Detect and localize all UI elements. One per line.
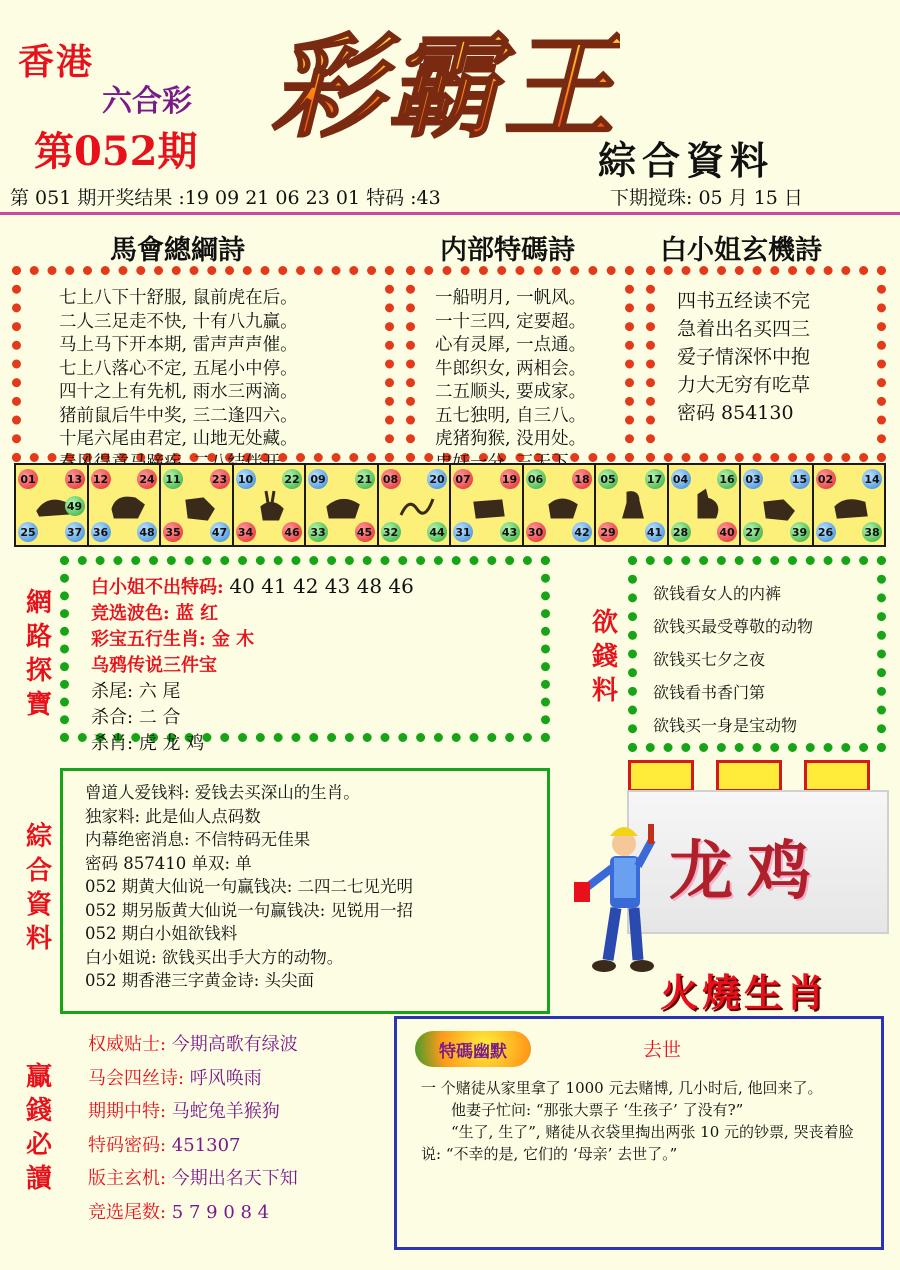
vertical-label-char: 資 xyxy=(25,890,52,920)
must-read-label xyxy=(22,1060,56,1196)
number-ball: 33 xyxy=(308,522,328,542)
number-ball: 14 xyxy=(862,469,882,489)
humor-p1: 一 个赌徒从家里拿了 1000 元去赌博, 几小时后, 他回来了。 xyxy=(421,1079,823,1097)
must-read-row xyxy=(88,1196,388,1230)
main-title-text: 彩霸王 xyxy=(271,22,619,153)
pig2-icon xyxy=(832,487,872,523)
poem-line: 四十之上有先机, 雨水三两滴。 xyxy=(59,382,298,402)
treasure-v1: 40 41 42 43 48 46 xyxy=(229,574,414,598)
general-lines xyxy=(85,781,547,993)
goat-icon xyxy=(542,487,582,523)
general-line: 052 期黄大仙说一句赢钱决: 二四二七见光明 xyxy=(85,877,414,896)
brand-marksix: 六合彩 xyxy=(102,84,192,119)
must-read-key: 马会四丝诗: xyxy=(88,1067,185,1089)
last-draw-result: 第 051 期开奖结果 :19 09 21 06 23 01 特码 :43 xyxy=(10,187,441,209)
poem-line: 急着出名买四三 xyxy=(677,318,811,340)
vertical-label-char: 綜 xyxy=(25,822,52,852)
zodiac-cell xyxy=(161,465,232,545)
number-ball: 18 xyxy=(572,469,592,489)
number-ball: 08 xyxy=(381,469,401,489)
poem-line: 猪前鼠后牛中奖, 三二逢四六。 xyxy=(59,405,298,426)
money-line: 欲钱买最受尊敬的动物 xyxy=(653,617,814,636)
poem-line: 马上马下开本期, 雷声声声催。 xyxy=(59,335,298,355)
number-ball: 37 xyxy=(65,522,85,542)
poem-line: 爱子情深怀中抱 xyxy=(677,346,811,368)
treasure-l6: 杀合: 二 合 xyxy=(91,707,181,728)
number-ball: 35 xyxy=(163,522,183,542)
number-ball: 39 xyxy=(790,522,810,542)
poem-line: 五七独明, 自三八。 xyxy=(435,405,587,426)
poem-line: 密码 854130 xyxy=(677,402,794,424)
number-ball: 36 xyxy=(91,522,111,542)
horse-poem-title: 馬會總綱詩 xyxy=(110,235,245,266)
poem-line: 一十三四, 定要超。 xyxy=(435,311,587,332)
number-ball: 24 xyxy=(137,469,157,489)
pig-icon xyxy=(107,487,147,523)
number-ball: 32 xyxy=(381,522,401,542)
vertical-label-char: 贏 xyxy=(25,1062,52,1092)
must-read-row xyxy=(88,1028,388,1062)
zodiac-board xyxy=(627,790,889,934)
humor-title: 去世 xyxy=(643,1039,682,1061)
number-ball: 28 xyxy=(671,522,691,542)
vertical-label-char: 料 xyxy=(25,924,52,954)
zodiac-cell xyxy=(234,465,305,545)
number-ball: 41 xyxy=(645,522,665,542)
subtitle: 綜合資料 xyxy=(598,138,775,183)
must-read-value: 今期高歌有绿波 xyxy=(166,1034,298,1055)
number-ball: 48 xyxy=(137,522,157,542)
white-poem-box xyxy=(646,266,886,462)
painter-figure-icon xyxy=(572,810,664,980)
poem-line: 四书五经读不完 xyxy=(677,290,811,312)
number-ball: 43 xyxy=(500,522,520,542)
monkey-icon xyxy=(614,487,654,523)
general-line: 密码 857410 单双: 单 xyxy=(85,853,252,873)
number-ball: 23 xyxy=(210,469,230,489)
number-ball: 46 xyxy=(282,522,302,542)
poem-line: 力大无穷有吃草 xyxy=(677,374,811,396)
poem-line: 一船明月, 一帆风。 xyxy=(435,288,587,308)
number-ball: 01 xyxy=(18,469,38,489)
zodiac-cell xyxy=(741,465,812,545)
poem-line: 虎猪狗猴, 没用处。 xyxy=(435,429,587,449)
zodiac-cell xyxy=(814,465,885,545)
issue-number: 第052期 xyxy=(34,128,198,175)
general-line: 内幕绝密消息: 不信特码无佳果 xyxy=(85,830,311,849)
zodiac-board-text: 龙鸡 xyxy=(669,834,825,909)
number-ball: 15 xyxy=(790,469,810,489)
next-draw-date: 下期搅珠: 05 月 15 日 xyxy=(610,187,803,209)
number-ball: 38 xyxy=(862,522,882,542)
dog2-icon xyxy=(759,487,799,523)
zodiac-cell xyxy=(16,465,87,545)
money-line: 欲钱看书香门第 xyxy=(653,683,766,702)
number-ball: 06 xyxy=(526,469,546,489)
money-box xyxy=(628,556,886,752)
treasure-l1: 白小姐不出特码: xyxy=(91,577,224,598)
must-read-value: 今期出名天下知 xyxy=(166,1168,298,1189)
must-read-key: 竞选尾数: xyxy=(88,1201,167,1223)
money-line: 欲钱看女人的内裤 xyxy=(653,584,782,603)
number-ball: 31 xyxy=(453,522,473,542)
number-ball: 16 xyxy=(717,469,737,489)
humor-p3: “生了, 生了”, 赌徒从衣袋里掏出两张 10 元的钞票, 哭丧着脸说: “不幸的是, 它们的 ‘母亲’ 去世了。” xyxy=(421,1123,854,1163)
horse-poem-lines xyxy=(59,287,385,475)
general-line: 052 期另版黄大仙说一句赢钱决: 见锐用一招 xyxy=(85,900,414,920)
poem-line: 心有灵犀, 一点通。 xyxy=(435,335,587,355)
brand-hongkong: 香港 xyxy=(18,41,95,83)
pillar-mid xyxy=(716,760,782,792)
ox-icon xyxy=(469,487,509,523)
must-read-value: 451307 xyxy=(166,1134,241,1156)
number-ball: 40 xyxy=(717,522,737,542)
number-ball: 03 xyxy=(743,469,763,489)
poem-line: 七上八落心不定, 五尾小中停。 xyxy=(59,358,298,379)
inner-poem-title: 内部特碼詩 xyxy=(440,235,575,266)
dog-icon xyxy=(179,487,219,523)
zodiac-cell xyxy=(451,465,522,545)
rooster-icon xyxy=(687,487,727,523)
treasure-l5: 杀尾: 六 尾 xyxy=(91,681,181,702)
zodiac-cell xyxy=(669,465,740,545)
horse-poem-box xyxy=(12,266,394,462)
humor-p2: 他妻子忙问: “那张大票子 ‘生孩子’ 了没有?” xyxy=(451,1101,744,1119)
pillar-right xyxy=(804,760,870,792)
number-ball: 19 xyxy=(500,469,520,489)
snake-icon xyxy=(397,487,437,523)
number-ball: 27 xyxy=(743,522,763,542)
treasure-l4: 乌鸦传说三件宝 xyxy=(91,655,217,676)
zodiac-number-strip xyxy=(14,463,886,547)
white-poem-title: 白小姐玄機詩 xyxy=(660,235,822,266)
must-read-key: 权威贴士: xyxy=(88,1034,167,1055)
inner-poem-lines xyxy=(435,287,625,475)
number-ball: 45 xyxy=(355,522,375,542)
vertical-label-char: 探 xyxy=(25,656,52,686)
zodiac-cell xyxy=(379,465,450,545)
must-read-row xyxy=(88,1062,388,1096)
number-ball: 04 xyxy=(671,469,691,489)
header-divider xyxy=(0,212,900,215)
number-ball: 25 xyxy=(18,522,38,542)
inner-poem-box xyxy=(406,266,634,462)
number-ball: 09 xyxy=(308,469,328,489)
number-ball: 30 xyxy=(526,522,546,542)
must-read-key: 期期中特: xyxy=(88,1101,167,1122)
vertical-label-char: 必 xyxy=(25,1130,52,1160)
zodiac-cell xyxy=(524,465,595,545)
fire-zodiac-caption: 火燒生肖 xyxy=(660,970,829,1015)
treasure-l7: 杀肖: 虎 龙 鸡 xyxy=(91,733,205,754)
number-ball: 47 xyxy=(210,522,230,542)
poem-line: 二人三足走不快, 十有八九赢。 xyxy=(59,311,298,332)
poem-line: 七上八下十舒服, 鼠前虎在后。 xyxy=(59,288,298,308)
treasure-l2: 竞选波色: 蓝 红 xyxy=(91,603,219,624)
treasure-box xyxy=(60,556,550,754)
number-ball: 42 xyxy=(572,522,592,542)
vertical-label-char: 錢 xyxy=(591,642,618,672)
money-line: 欲钱买一身是宝动物 xyxy=(653,716,798,735)
general-line: 052 期白小姐欲钱料 xyxy=(85,924,238,943)
rabbit-icon xyxy=(252,487,292,523)
poem-line: 二五顺头, 要成家。 xyxy=(435,382,587,402)
vertical-label-char: 錢 xyxy=(25,1096,52,1126)
money-line: 欲钱买七夕之夜 xyxy=(653,650,766,669)
vertical-label-char: 欲 xyxy=(591,608,618,638)
must-read-row xyxy=(88,1162,388,1196)
zodiac-cell xyxy=(596,465,667,545)
must-read-row xyxy=(88,1095,388,1129)
number-ball: 12 xyxy=(91,469,111,489)
general-line: 曾道人爱钱料: 爱钱去买深山的生肖。 xyxy=(85,783,360,802)
number-ball: 49 xyxy=(65,496,85,516)
number-ball: 02 xyxy=(816,469,836,489)
pillar-left xyxy=(628,760,694,792)
number-ball: 11 xyxy=(163,469,183,489)
humor-badge: 特碼幽默 xyxy=(415,1031,531,1067)
must-read-value: 马蛇兔羊猴狗 xyxy=(166,1101,280,1122)
number-ball: 05 xyxy=(598,469,618,489)
vertical-label-char: 寶 xyxy=(25,690,52,720)
number-ball: 13 xyxy=(65,469,85,489)
general-label xyxy=(22,820,56,956)
must-read-key: 特码密码: xyxy=(88,1134,167,1156)
number-ball: 22 xyxy=(282,469,302,489)
vertical-label-char: 合 xyxy=(25,856,52,886)
main-title-logo xyxy=(270,8,620,158)
number-ball: 21 xyxy=(355,469,375,489)
vertical-label-char: 料 xyxy=(591,676,618,706)
money-lines xyxy=(653,577,877,742)
treasure-label xyxy=(22,586,56,722)
must-read-row xyxy=(88,1129,388,1163)
must-read-key: 版主玄机: xyxy=(88,1168,167,1189)
general-box xyxy=(60,768,550,1014)
poem-line: 牛郎织女, 两相会。 xyxy=(435,358,587,379)
general-line: 独家料: 此是仙人点码数 xyxy=(85,806,261,826)
number-ball: 10 xyxy=(236,469,256,489)
number-ball: 34 xyxy=(236,522,256,542)
zodiac-cell xyxy=(89,465,160,545)
money-label xyxy=(588,606,622,708)
number-ball: 07 xyxy=(453,469,473,489)
white-poem-lines xyxy=(677,287,877,427)
humor-story-box xyxy=(394,1016,884,1250)
vertical-label-char: 讀 xyxy=(25,1164,52,1194)
must-read-value: 5 7 9 0 8 4 xyxy=(166,1201,270,1223)
poem-line: 十尾六尾由君定, 山地无处藏。 xyxy=(59,429,298,449)
number-ball: 17 xyxy=(645,469,665,489)
number-ball: 44 xyxy=(427,522,447,542)
number-ball: 29 xyxy=(598,522,618,542)
number-ball: 26 xyxy=(816,522,836,542)
must-read-value: 呼风唤雨 xyxy=(184,1067,262,1089)
vertical-label-char: 網 xyxy=(25,588,52,618)
treasure-l3: 彩宝五行生肖: 金 木 xyxy=(91,629,255,650)
general-line: 白小姐说: 欲钱买出手大方的动物。 xyxy=(85,947,344,967)
vertical-label-char: 路 xyxy=(25,622,52,652)
tiger-icon xyxy=(324,487,364,523)
must-read-list xyxy=(88,1028,388,1229)
general-line: 052 期香港三字黄金诗: 头尖面 xyxy=(85,971,315,990)
number-ball: 20 xyxy=(427,469,447,489)
zodiac-cell xyxy=(306,465,377,545)
